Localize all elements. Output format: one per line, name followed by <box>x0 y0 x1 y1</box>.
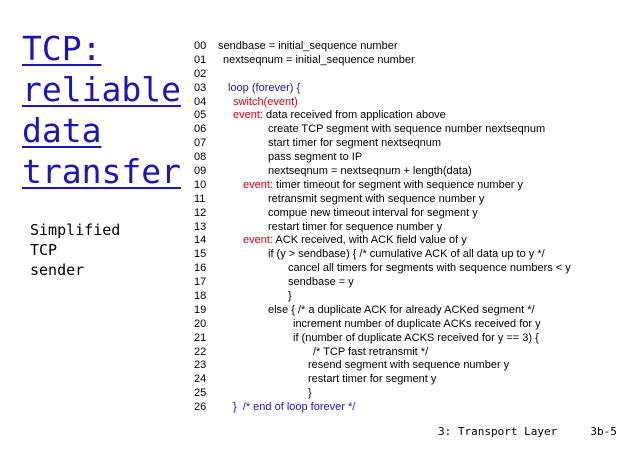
line-number: 19 <box>194 303 207 316</box>
line-number: 08 <box>194 151 207 164</box>
code-line <box>194 346 594 360</box>
code-line <box>194 221 594 235</box>
subtitle-line: TCP <box>30 241 58 259</box>
line-number: 10 <box>194 178 207 191</box>
code-text: start timer for segment nextseqnum <box>268 137 442 150</box>
line-number: 06 <box>194 123 207 136</box>
event-description: ACK received, with ACK field value of y <box>272 234 467 247</box>
footer-page-number: 3b-5 <box>590 425 617 438</box>
line-number: 00 <box>194 40 207 52</box>
code-line <box>194 276 594 290</box>
code-line <box>194 359 594 373</box>
code-text: restart timer for sequence number y <box>268 220 443 233</box>
code-text: create TCP segment with sequence number nextseqnum <box>268 123 546 136</box>
code-line <box>194 193 594 207</box>
event-description: timer timeout for segment with sequence number y <box>272 178 524 191</box>
subtitle-line: sender <box>30 261 85 279</box>
event-keyword: event: <box>243 234 273 247</box>
title-line: data <box>22 111 102 150</box>
footer-chapter: 3: Transport Layer <box>438 425 558 438</box>
code-line <box>194 54 594 68</box>
code-text: increment number of duplicate ACKs received for y <box>293 317 541 330</box>
pseudocode-block <box>194 40 594 415</box>
line-number: 13 <box>194 220 207 233</box>
code-text: pass segment to IP <box>268 151 363 164</box>
line-number: 04 <box>194 95 207 108</box>
line-number: 24 <box>194 373 207 386</box>
code-text: resend segment with sequence number y <box>308 359 510 372</box>
code-line <box>194 207 594 221</box>
code-line <box>194 373 594 387</box>
line-number: 07 <box>194 137 207 150</box>
code-line <box>194 151 594 165</box>
line-number: 22 <box>194 345 207 358</box>
line-number: 05 <box>194 109 207 122</box>
title-line: reliable <box>22 70 181 109</box>
code-line <box>194 234 594 248</box>
code-line <box>194 68 594 82</box>
title-line: transfer <box>22 152 181 191</box>
code-text <box>233 109 446 123</box>
code-text <box>243 179 523 193</box>
line-number: 17 <box>194 276 207 289</box>
code-text: retransmit segment with sequence number y <box>268 192 485 205</box>
code-line <box>194 332 594 346</box>
code-line <box>194 137 594 151</box>
code-line <box>194 40 594 54</box>
code-line <box>194 82 594 96</box>
line-number: 18 <box>194 290 207 303</box>
code-text <box>243 234 467 248</box>
code-text: } <box>288 290 292 303</box>
code-line <box>194 401 594 415</box>
code-text: if (number of duplicate ACKS received for y == 3) { <box>293 331 539 344</box>
line-number: 12 <box>194 206 207 219</box>
line-number: 02 <box>194 67 207 80</box>
code-text: } /* end of loop forever */ <box>233 401 356 414</box>
code-line <box>194 96 594 110</box>
code-text: else { /* a duplicate ACK for already ACKed segment */ <box>268 303 535 316</box>
event-description: data received from application above <box>262 109 446 122</box>
code-text: sendbase = y <box>288 276 354 289</box>
code-text: sendbase = initial_sequence number <box>218 40 398 52</box>
code-line <box>194 387 594 401</box>
line-number: 09 <box>194 165 207 178</box>
code-text: cancel all timers for segments with sequence numbers < y <box>288 262 571 275</box>
code-line <box>194 290 594 304</box>
code-line <box>194 318 594 332</box>
code-text: nextseqnum = nextseqnum + length(data) <box>268 165 472 178</box>
code-text: compue new timeout interval for segment y <box>268 206 478 219</box>
line-number: 20 <box>194 317 207 330</box>
event-keyword: event: <box>233 109 263 122</box>
code-line <box>194 248 594 262</box>
line-number: 25 <box>194 387 207 400</box>
line-number: 11 <box>194 192 206 205</box>
line-number: 26 <box>194 401 207 414</box>
slide-subtitle <box>30 220 150 280</box>
code-text: restart timer for segment y <box>308 373 437 386</box>
code-text: if (y > sendbase) { /* cumulative ACK of all data up to y */ <box>268 248 545 261</box>
subtitle-line: Simplified <box>30 221 121 239</box>
line-number: 15 <box>194 248 207 261</box>
line-number: 03 <box>194 81 207 94</box>
code-line <box>194 109 594 123</box>
slide-footer <box>438 425 617 438</box>
line-number: 01 <box>194 53 207 66</box>
code-line <box>194 304 594 318</box>
title-line: TCP: <box>22 29 102 68</box>
slide-title <box>22 28 181 192</box>
line-number: 21 <box>194 331 207 344</box>
line-number: 16 <box>194 262 207 275</box>
line-number: 23 <box>194 359 207 372</box>
line-number: 14 <box>194 234 207 247</box>
code-line <box>194 165 594 179</box>
code-text: nextseqnum = initial_sequence number <box>223 53 415 66</box>
code-text: /* TCP fast retransmit */ <box>313 345 429 358</box>
code-line <box>194 179 594 193</box>
event-keyword: event: <box>243 178 273 191</box>
code-text: loop (forever) { <box>228 81 301 94</box>
code-text: switch(event) <box>233 95 298 108</box>
code-line <box>194 123 594 137</box>
code-text: } <box>308 387 312 400</box>
code-line <box>194 262 594 276</box>
